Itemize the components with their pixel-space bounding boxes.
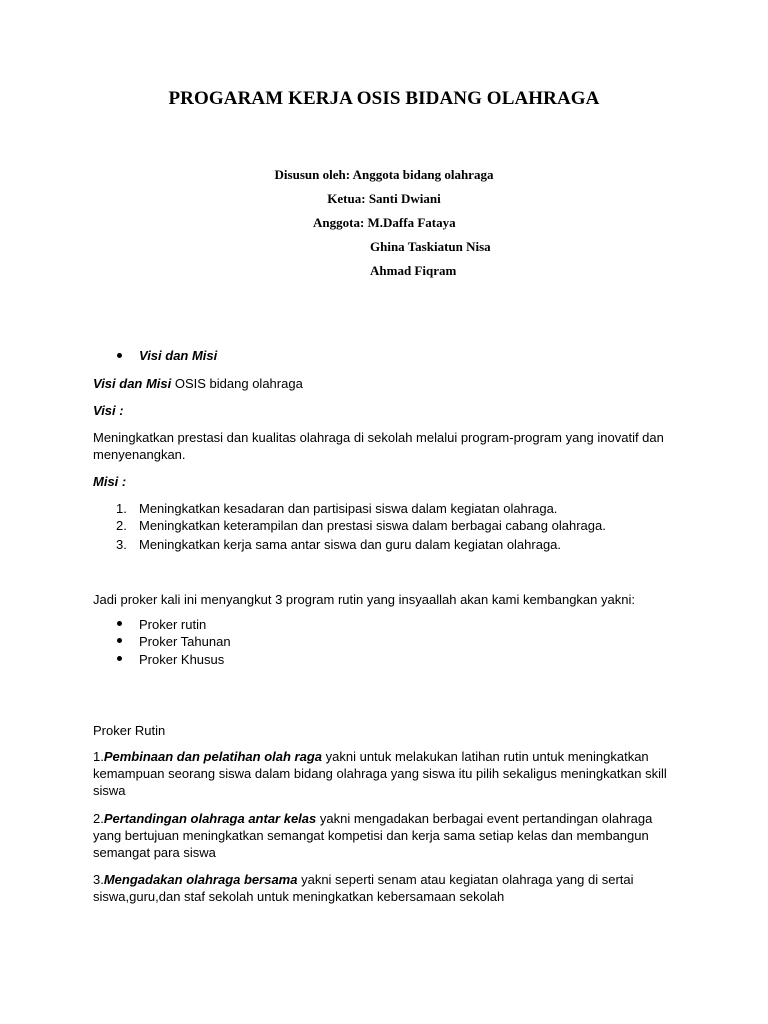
proker-list-item: Proker Khusus bbox=[139, 652, 225, 667]
proker-rutin-desc: yakni seperti senam atau kegiatan olahraga yang di sertai siswa,guru,dan staf sekolah untuk meningkatkan kebersamaan sekolah bbox=[93, 872, 634, 904]
proker-rutin-title: Pembinaan dan pelatihan olah raga bbox=[103, 749, 323, 764]
proker-rutin-title: Mengadakan olahraga bersama bbox=[103, 872, 298, 887]
bullet-icon bbox=[117, 638, 122, 643]
misi-item-number: 3. bbox=[116, 537, 127, 552]
misi-item bbox=[116, 536, 561, 553]
proker-list-item: Proker Tahunan bbox=[139, 634, 231, 649]
proker-rutin-item bbox=[93, 871, 668, 905]
proker-rutin-item bbox=[93, 748, 668, 799]
visi-text: Meningkatkan prestasi dan kualitas olahraga di sekolah melalui program-program yang inovatif dan menyenangkan. bbox=[93, 430, 664, 462]
document-title: PROGARAM KERJA OSIS BIDANG OLAHRAGA bbox=[168, 88, 600, 109]
author-anggota-2: Ghina Taskiatun Nisa bbox=[370, 239, 491, 254]
proker-rutin-heading: Proker Rutin bbox=[93, 723, 166, 738]
misi-item-text: Meningkatkan keterampilan dan prestasi siswa dalam berbagai cabang olahraga. bbox=[139, 518, 606, 533]
bullet-icon bbox=[117, 621, 122, 626]
misi-item bbox=[116, 500, 557, 517]
proker-rutin-desc: yakni untuk melakukan latihan rutin untuk meningkatkan kemampuan seorang siswa dalam bidang olahraga yang siswa itu pilih sekaligus meningkatkan skill siswa bbox=[93, 749, 667, 798]
proker-rutin-item bbox=[93, 810, 668, 861]
visi-misi-intro bbox=[93, 375, 303, 392]
proker-intro: Jadi proker kali ini menyangkut 3 program rutin yang insyaallah akan kami kembangkan yakni: bbox=[93, 592, 635, 607]
misi-item-number: 1. bbox=[116, 501, 127, 516]
proker-list-item: Proker rutin bbox=[139, 617, 207, 632]
visi-misi-bullet-heading: Visi dan Misi bbox=[139, 348, 218, 363]
visi-misi-intro-bold: Visi dan Misi bbox=[93, 376, 172, 391]
misi-item bbox=[116, 517, 606, 534]
proker-rutin-number: 3. bbox=[93, 872, 104, 887]
misi-item-text: Meningkatkan kerja sama antar siswa dan guru dalam kegiatan olahraga. bbox=[139, 537, 562, 552]
bullet-icon bbox=[117, 353, 122, 358]
author-anggota: Anggota: M.Daffa Fataya bbox=[313, 215, 456, 230]
visi-misi-intro-rest: OSIS bidang olahraga bbox=[171, 376, 303, 391]
proker-rutin-number: 1. bbox=[93, 749, 104, 764]
author-ketua: Ketua: Santi Dwiani bbox=[327, 191, 441, 206]
author-disusun: Disusun oleh: Anggota bidang olahraga bbox=[274, 167, 494, 182]
proker-rutin-number: 2. bbox=[93, 811, 104, 826]
bullet-icon bbox=[117, 656, 122, 661]
misi-label: Misi : bbox=[93, 474, 127, 489]
author-anggota-3: Ahmad Fiqram bbox=[370, 263, 457, 278]
misi-item-text: Meningkatkan kesadaran dan partisipasi siswa dalam kegiatan olahraga. bbox=[139, 501, 558, 516]
proker-rutin-title: Pertandingan olahraga antar kelas bbox=[103, 811, 317, 826]
visi-label: Visi : bbox=[93, 403, 124, 418]
proker-rutin-desc: yakni mengadakan berbagai event pertandingan olahraga yang bertujuan meningkatkan semangat kompetisi dan kerja sama setiap kelas dan membangun semangat para siswa bbox=[93, 811, 653, 860]
misi-item-number: 2. bbox=[116, 518, 127, 533]
